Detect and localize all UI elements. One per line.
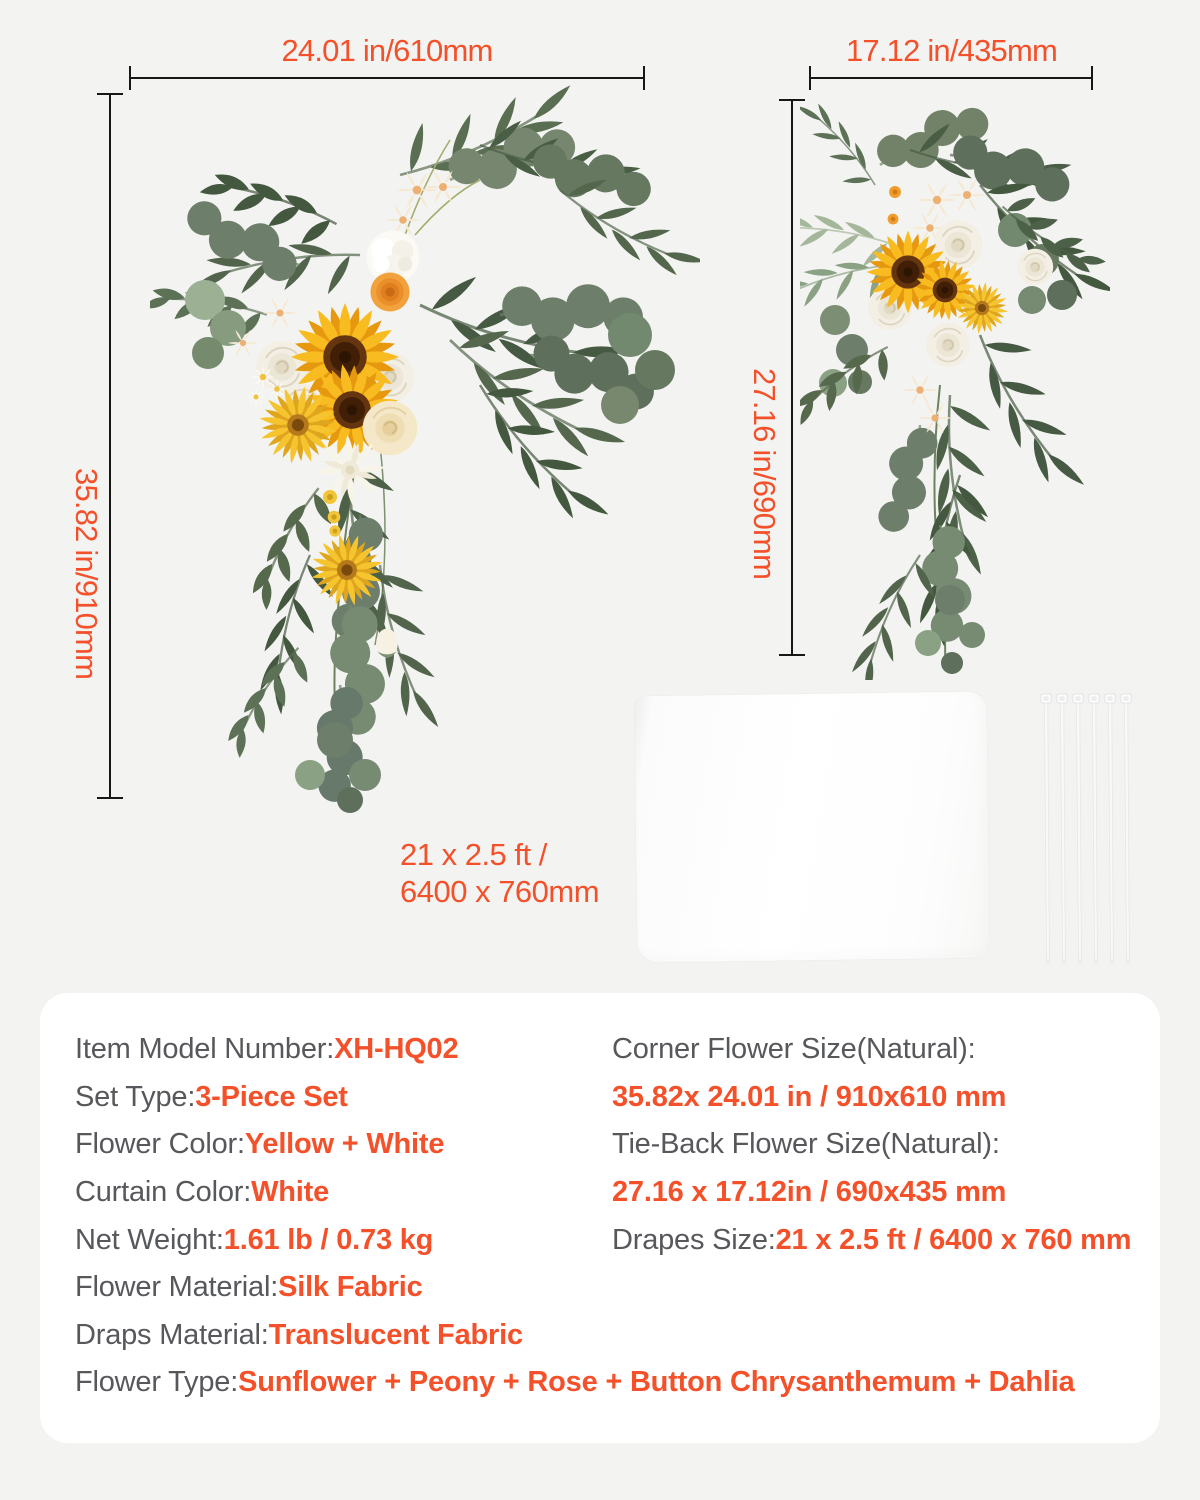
spec-value: 1.61 lb / 0.73 kg: [223, 1223, 434, 1256]
tieback-flower-swag-image: [800, 95, 1110, 680]
tieback-width-dimension-label: 17.12 in/435mm: [845, 33, 1058, 68]
spec-column-right: [612, 1026, 1131, 1264]
spec-label: Flower Material:: [75, 1271, 279, 1304]
spec-value: XH-HQ02: [334, 1033, 459, 1066]
corner-swag-greenery: [150, 85, 700, 813]
corner-flower-swag-image: [150, 85, 700, 820]
tieback-width-dimension-line: [810, 77, 1093, 79]
spec-panel: [40, 993, 1160, 1443]
spec-value: 21 x 2.5 ft / 6400 x 760 mm: [775, 1223, 1132, 1256]
spec-row-flower-material: [75, 1264, 1075, 1312]
drapes-size-line1: 21 x 2.5 ft /: [400, 837, 547, 872]
spec-value: 27.16 x 17.12in / 690x435 mm: [612, 1176, 1007, 1209]
corner-width-dimension-line: [130, 77, 644, 79]
zip-ties-image: [1036, 690, 1140, 974]
spec-value: 3-Piece Set: [195, 1080, 348, 1113]
spec-label: Flower Type:: [75, 1366, 239, 1399]
spec-value: Sunflower + Peony + Rose + Button Chrysanthemum + Dahlia: [238, 1366, 1075, 1399]
spec-label: Net Weight:: [75, 1223, 224, 1256]
tieback-width-tick-left: [809, 66, 811, 90]
corner-width-dimension-label: 24.01 in/610mm: [281, 33, 493, 68]
drapes-size-label: [400, 836, 599, 910]
folded-fabric-image: [634, 692, 990, 963]
spec-label: Curtain Color:: [75, 1176, 252, 1209]
tieback-width-tick-right: [1091, 66, 1093, 90]
tieback-swag-greenery: [800, 95, 1110, 680]
spec-row-tieback-size-label: [612, 1121, 1131, 1169]
spec-row-flower-type: [75, 1359, 1075, 1407]
spec-value: Translucent Fabric: [268, 1318, 523, 1351]
spec-value: Silk Fabric: [278, 1271, 423, 1304]
spec-value: White: [251, 1176, 330, 1209]
spec-row-drapes-size: [612, 1216, 1131, 1264]
spec-label: Corner Flower Size(Natural):: [612, 1033, 976, 1066]
spec-label: Drapes Size:: [612, 1223, 776, 1256]
corner-height-tick-bottom: [97, 797, 123, 799]
spec-row-corner-size-label: [612, 1026, 1131, 1074]
corner-height-dimension-line: [109, 94, 111, 798]
product-spec-infographic: 24.01 in/610mm 35.82 in/910mm 17.12 in/435mm 27.16 in/690mm 21 x 2.5 ft / 6400 x 760mm Item Model Number: XH-HQ02 Set Type: 3-Piece Set Flower Color: Yellow + White Curtain Color: White Net Weight: 1.61 lb / 0.73 kg Flower Material: Silk Fabric Draps Material: Translucent Fabric Flower Type: Sunflower + Peony + Rose + Button Chrysanthemum + Dahlia Corner Flower Size(Natural): 35.82x 24.01 in / 910x610 mm Tie-Back Flower Size(Natural): 27.16 x 17.12in / 690x435 mm Drapes Size: 21 x 2.5 ft / 6400 x 760 mm: [0, 0, 1200, 1500]
spec-value: Yellow + White: [244, 1128, 445, 1161]
spec-label: Draps Material:: [75, 1318, 269, 1351]
corner-height-tick-top: [97, 93, 123, 95]
spec-row-tieback-size-value: [612, 1169, 1131, 1217]
spec-row-draps-material: [75, 1312, 1075, 1360]
spec-label: Set Type:: [75, 1080, 196, 1113]
tieback-height-dimension-line: [791, 100, 793, 655]
spec-label: Tie-Back Flower Size(Natural):: [612, 1128, 1000, 1161]
spec-row-corner-size-value: [612, 1074, 1131, 1122]
spec-label: Flower Color:: [75, 1128, 245, 1161]
corner-width-tick-left: [129, 66, 131, 90]
drapes-size-line2: 6400 x 760mm: [400, 874, 600, 909]
spec-value: 35.82x 24.01 in / 910x610 mm: [612, 1080, 1007, 1113]
spec-label: Item Model Number:: [75, 1033, 335, 1066]
